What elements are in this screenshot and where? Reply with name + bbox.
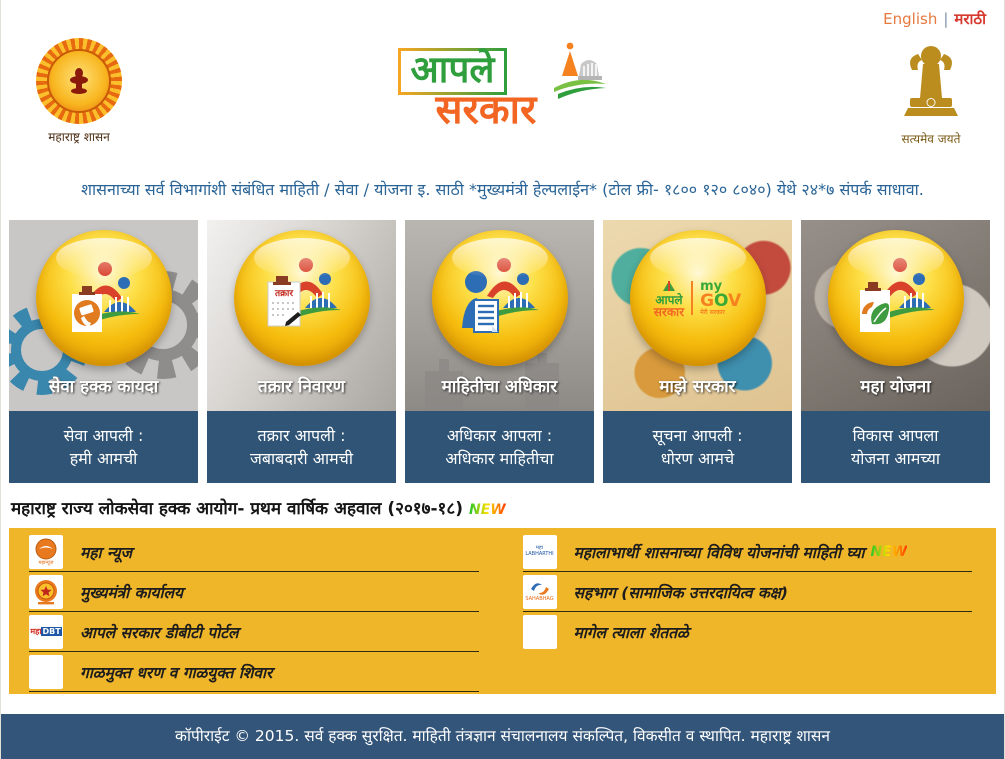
links-column-right <box>503 532 997 692</box>
link-dbt-portal[interactable] <box>29 612 479 652</box>
card-photo <box>9 220 198 411</box>
blank-icon <box>29 655 63 689</box>
header <box>1 30 1004 168</box>
card-caption: अधिकार आपला : अधिकार माहितीचा <box>405 411 594 483</box>
mahadbt-logo-icon: महा DBT <box>29 615 63 649</box>
card-title: सेवा हक्क कायदा <box>48 377 159 397</box>
mahanews-logo-icon: महान्यूज <box>29 535 63 569</box>
language-link-english[interactable]: English <box>883 10 938 28</box>
ashoka-emblem-icon <box>900 40 962 124</box>
national-emblem-caption: सत्यमेव जयते <box>901 132 961 146</box>
link-maha-news[interactable] <box>29 532 479 572</box>
link-galmukt-dharan[interactable] <box>29 652 479 692</box>
links-column-left <box>9 532 503 692</box>
link-label: मुख्यमंत्री कार्यालय <box>80 583 183 602</box>
cmo-seal-icon <box>29 575 63 609</box>
flag-icon <box>661 281 677 291</box>
card-seva-hakk-kayda[interactable] <box>9 220 198 483</box>
language-link-marathi[interactable]: मराठी <box>954 10 986 28</box>
link-cm-office[interactable] <box>29 572 479 612</box>
service-cards <box>9 220 996 483</box>
link-label: आपले सरकार डीबीटी पोर्टल <box>80 623 239 642</box>
maharashtra-emblem-caption: महाराष्ट्र शासन <box>48 130 110 144</box>
card-photo <box>801 220 990 411</box>
card-photo <box>603 220 792 411</box>
link-magel-tyala-shettale[interactable] <box>523 612 973 652</box>
aaple-sarkar-logo <box>139 36 876 160</box>
rti-badge-icon <box>432 230 568 366</box>
helpline-text: शासनाच्या सर्व विभागांशी संबंधित माहिती / सेवा / योजना इ. साठी *मुख्यमंत्री हेल्पलाईन* (टोल फ्री- १८०० १२० ८०४०) येथे २४*७ संपर्क साधावा. <box>81 180 924 199</box>
link-label: महालाभार्थी शासनाच्या विविध योजनांची माहिती घ्या <box>573 543 865 562</box>
national-emblem <box>876 36 986 147</box>
link-label: महा न्यूज <box>80 543 132 562</box>
card-title: माझे सरकार <box>659 377 736 397</box>
annual-report-text: महाराष्ट्र राज्य लोकसेवा हक्क आयोग- प्रथम वार्षिक अहवाल (२०१७-१८) <box>11 499 463 519</box>
link-mahalabharthi[interactable] <box>523 532 973 572</box>
card-maha-yojana[interactable] <box>801 220 990 483</box>
card-caption: सूचना आपली : धोरण आमचे <box>603 411 792 483</box>
grievance-badge-icon <box>234 230 370 366</box>
quick-links-section <box>9 528 996 694</box>
card-takrar-nivaran[interactable] <box>207 220 396 483</box>
maharashtra-seal-icon <box>36 38 122 124</box>
aaple-sarkar-logo-line1: आपले <box>398 48 508 95</box>
maharashtra-emblem <box>19 36 139 145</box>
card-title: महा योजना <box>860 377 931 397</box>
link-label: मागेल त्याला शेततळे <box>573 624 689 642</box>
footer-copyright: कॉपीराईट © 2015. सर्व हक्क सुरक्षित. माहिती तंत्रज्ञान संचालनालय संकल्पित, विकसीत व स्थापित. महाराष्ट्र शासन <box>1 714 1004 759</box>
new-badge: NEW <box>870 543 908 560</box>
lamp-icon <box>66 66 92 96</box>
card-title: तक्रार निवारण <box>258 377 345 397</box>
rts-badge-icon <box>36 230 172 366</box>
language-bar <box>1 0 1004 30</box>
yojana-badge-icon <box>828 230 964 366</box>
annual-report-link[interactable] <box>11 496 996 519</box>
card-mahiticha-adhikar[interactable] <box>405 220 594 483</box>
mygov-badge-icon: आपले सरकार my GOV मेरी सरकार <box>630 230 766 366</box>
link-label: गाळमुक्त धरण व गाळयुक्त शिवार <box>80 663 273 682</box>
card-photo <box>207 220 396 411</box>
card-caption: सेवा आपली : हमी आमची <box>9 411 198 483</box>
link-sahabhag[interactable] <box>523 572 973 612</box>
mahalabharthi-logo-icon: महा LABHARTHI <box>523 535 557 569</box>
card-photo <box>405 220 594 411</box>
card-majhe-sarkar[interactable] <box>603 220 792 483</box>
card-title: माहितीचा अधिकार <box>441 377 558 397</box>
card-caption: विकास आपला योजना आमच्या <box>801 411 990 483</box>
card-caption: तक्रार आपली : जबाबदारी आमची <box>207 411 396 483</box>
link-label: सहभाग (सामाजिक उत्तरदायित्व कक्ष) <box>573 583 788 602</box>
sahabhag-logo-icon: SAHABHAG <box>523 575 557 609</box>
divider <box>691 281 693 315</box>
svg-text:तक्रार: तक्रार <box>274 289 293 299</box>
blank-icon <box>523 615 557 649</box>
new-badge: NEW <box>468 502 506 518</box>
language-separator: | <box>943 10 949 28</box>
mantralaya-building-icon <box>548 42 610 106</box>
aaple-sarkar-logo-line2: सरकार <box>435 86 537 133</box>
